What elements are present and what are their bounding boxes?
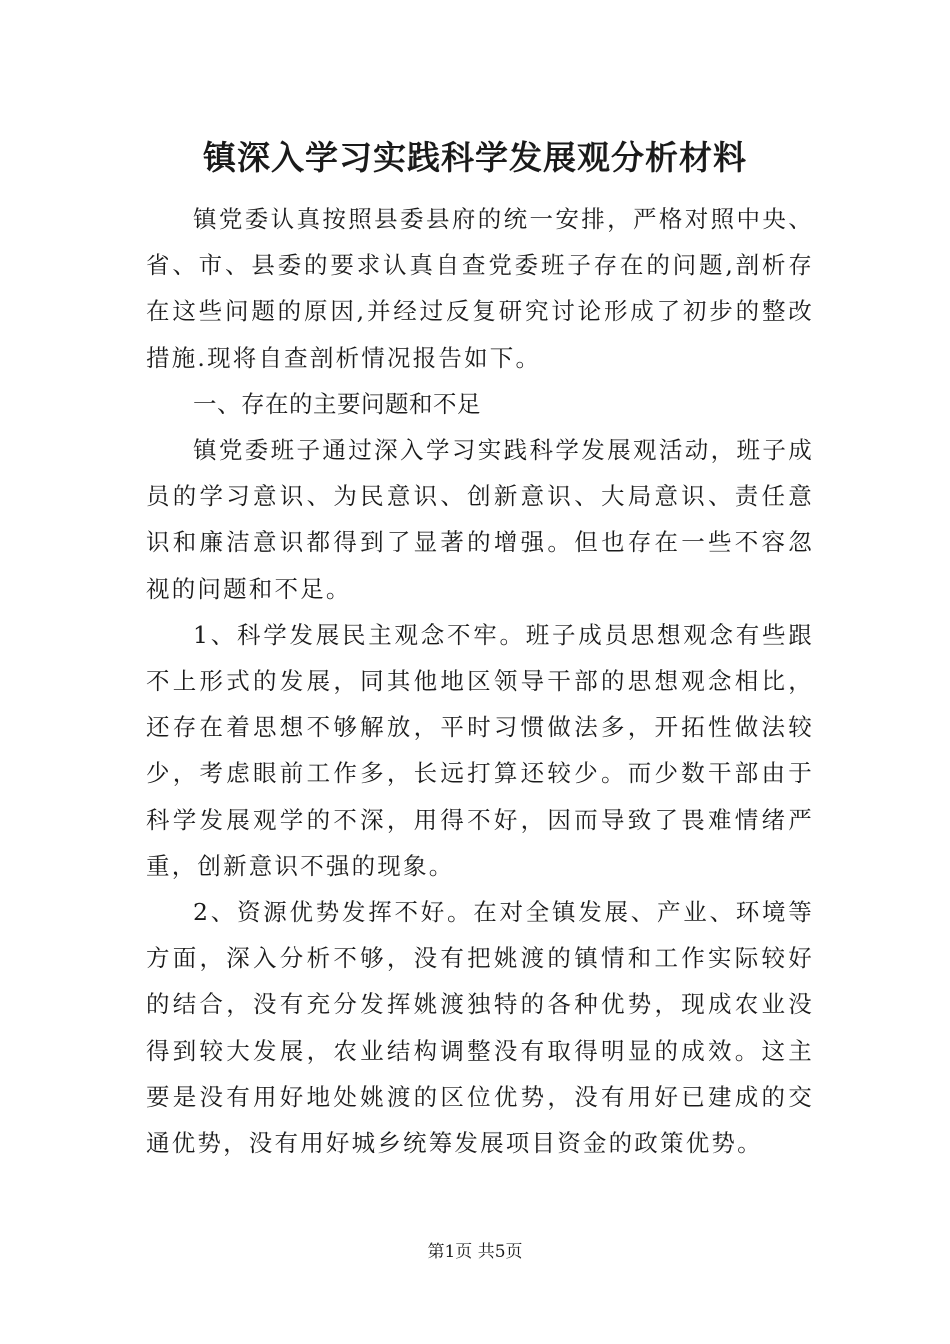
section-intro-paragraph: 镇党委班子通过深入学习实践科学发展观活动，班子成员的学习意识、为民意识、创新意识、大局意识、责任意识和廉洁意识都得到了显著的增强。但也存在一些不容忽视的问题和不足。	[146, 436, 814, 603]
intro-paragraph: 镇党委认真按照县委县府的统一安排，严格对照中央、省、市、县委的要求认真自查党委班子存在的问题,剖析存在这些问题的原因,并经过反复研究讨论形成了初步的整改措施.现将自查剖析情况报告如下。	[146, 205, 814, 372]
document-body	[146, 196, 814, 1166]
issue-2-paragraph: 2、资源优势发挥不好。在对全镇发展、产业、环境等方面，深入分析不够，没有把姚渡的镇情和工作实际较好的结合，没有充分发挥姚渡独特的各种优势，现成农业没得到较大发展，农业结构调整没有取得明显的成效。这主要是没有用好地处姚渡的区位优势，没有用好已建成的交通优势，没有用好城乡统筹发展项目资金的政策优势。	[146, 898, 814, 1158]
issue-1-paragraph: 1、科学发展民主观念不牢。班子成员思想观念有些跟不上形式的发展，同其他地区领导干部的思想观念相比，还存在着思想不够解放，平时习惯做法多，开拓性做法较少，考虑眼前工作多，长远打算还较少。而少数干部由于科学发展观学的不深，用得不好，因而导致了畏难情绪严重，创新意识不强的现象。	[146, 620, 814, 880]
document-title: 镇深入学习实践科学发展观分析材料	[203, 138, 747, 177]
page-footer: 第1页 共5页	[427, 1242, 523, 1262]
section-heading: 一、存在的主要问题和不足	[193, 389, 481, 418]
